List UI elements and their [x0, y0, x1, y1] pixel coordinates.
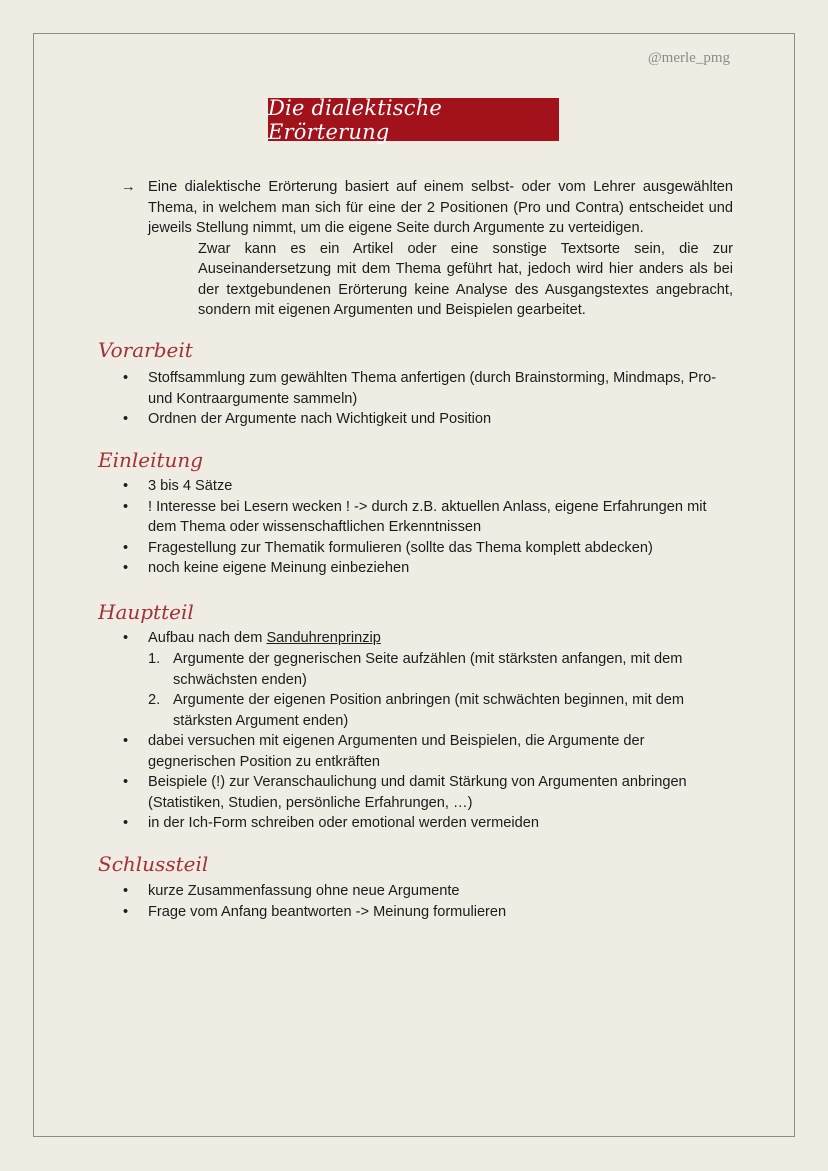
- heading-vorarbeit: Vorarbeit: [98, 338, 193, 362]
- list-hauptteil-rest: [121, 731, 721, 834]
- author-handle: @merle_pmg: [647, 50, 730, 66]
- list-item: • Beispiele (!) zur Veranschaulichung und damit Stärkung von Argumenten anbringen (Statistiken, Studien, persönliche Erfahrungen, …): [123, 774, 687, 811]
- sanduhrenprinzip-term: Sanduhrenprinzip: [266, 630, 381, 646]
- bullet-icon: •: [123, 815, 129, 832]
- bullet-icon: •: [123, 733, 129, 749]
- list-item: • kurze Zusammenfassung ohne neue Argumente: [121, 881, 721, 902]
- bullet-icon: •: [123, 498, 129, 515]
- list-item: • dabei versuchen mit eigenen Argumenten und Beispielen, die Argumente der gegnerischen Position zu entkräften: [123, 733, 645, 770]
- list-item: • Frage vom Anfang beantworten -> Meinung formulieren: [121, 902, 721, 923]
- list-vorarbeit: [121, 368, 721, 430]
- list-item: 1. Argumente der gegnerischen Seite aufzählen (mit stärksten anfangen, mit dem schwächsten enden): [148, 651, 683, 688]
- bullet-icon: •: [123, 411, 129, 428]
- list-item: • Stoffsammlung zum gewählten Thema anfertigen (durch Brainstorming, Mindmaps, Pro- und Kontraargumente sammeln): [123, 370, 717, 407]
- list-einleitung: [121, 476, 721, 579]
- list-item: • noch keine eigene Meinung einbeziehen: [121, 558, 721, 579]
- heading-schlussteil: Schlussteil: [98, 852, 209, 876]
- list-item: • 3 bis 4 Sätze: [121, 476, 721, 497]
- intro-paragraph-1: Eine dialektische Erörterung basiert auf einem selbst- oder vom Lehrer ausgewählten Thema, in welchem man sich für eine der 2 Positionen (Pro und Contra) entscheidet und jeweils Stellung nimmt, um die eigene Seite durch Argumente zu verteidigen.: [148, 179, 733, 236]
- heading-einleitung: Einleitung: [98, 448, 204, 472]
- bullet-icon: •: [123, 370, 129, 386]
- bullet-icon: •: [123, 539, 129, 556]
- list-item: • ! Interesse bei Lesern wecken ! -> durch z.B. aktuellen Anlass, eigene Erfahrungen mit dem Thema oder wissenschaftlichen Erkenntnissen: [123, 498, 707, 536]
- intro-paragraph-2: Zwar kann es ein Artikel oder eine sonstige Textsorte sein, die zur Auseinandersetzung mit dem Thema geführt hat, jedoch wird hier anders als bei der textgebundenen Erörterung keine Analyse des Ausgangstextes angebracht, sondern mit eigenen Argumenten und Beispielen gearbeitet.: [198, 240, 733, 318]
- list-hauptteil-steps: [121, 649, 721, 731]
- list-item: • Aufbau nach dem Sanduhrenprinzip: [121, 628, 721, 649]
- bullet-icon: •: [123, 903, 129, 920]
- bullet-icon: •: [123, 883, 129, 899]
- bullet-icon: •: [123, 630, 129, 646]
- list-schlussteil: [121, 881, 721, 922]
- bullet-icon: •: [123, 560, 129, 577]
- list-item: • Ordnen der Argumente nach Wichtigkeit und Position: [121, 409, 721, 430]
- bullet-icon: •: [123, 774, 129, 791]
- list-item: • in der Ich-Form schreiben oder emotional werden vermeiden: [121, 813, 721, 834]
- bullet-icon: •: [123, 478, 129, 494]
- list-hauptteil: [121, 628, 721, 649]
- list-item: 2. Argumente der eigenen Position anbringen (mit schwächten beginnen, mit dem stärksten Argument enden): [148, 692, 685, 729]
- list-item: • Fragestellung zur Thematik formulieren (sollte das Thema komplett abdecken): [121, 538, 721, 559]
- intro-section: [121, 177, 733, 321]
- heading-hauptteil: Hauptteil: [98, 600, 194, 624]
- arrow-icon: →: [121, 179, 136, 195]
- page-title: Die dialektische Erörterung: [268, 98, 559, 141]
